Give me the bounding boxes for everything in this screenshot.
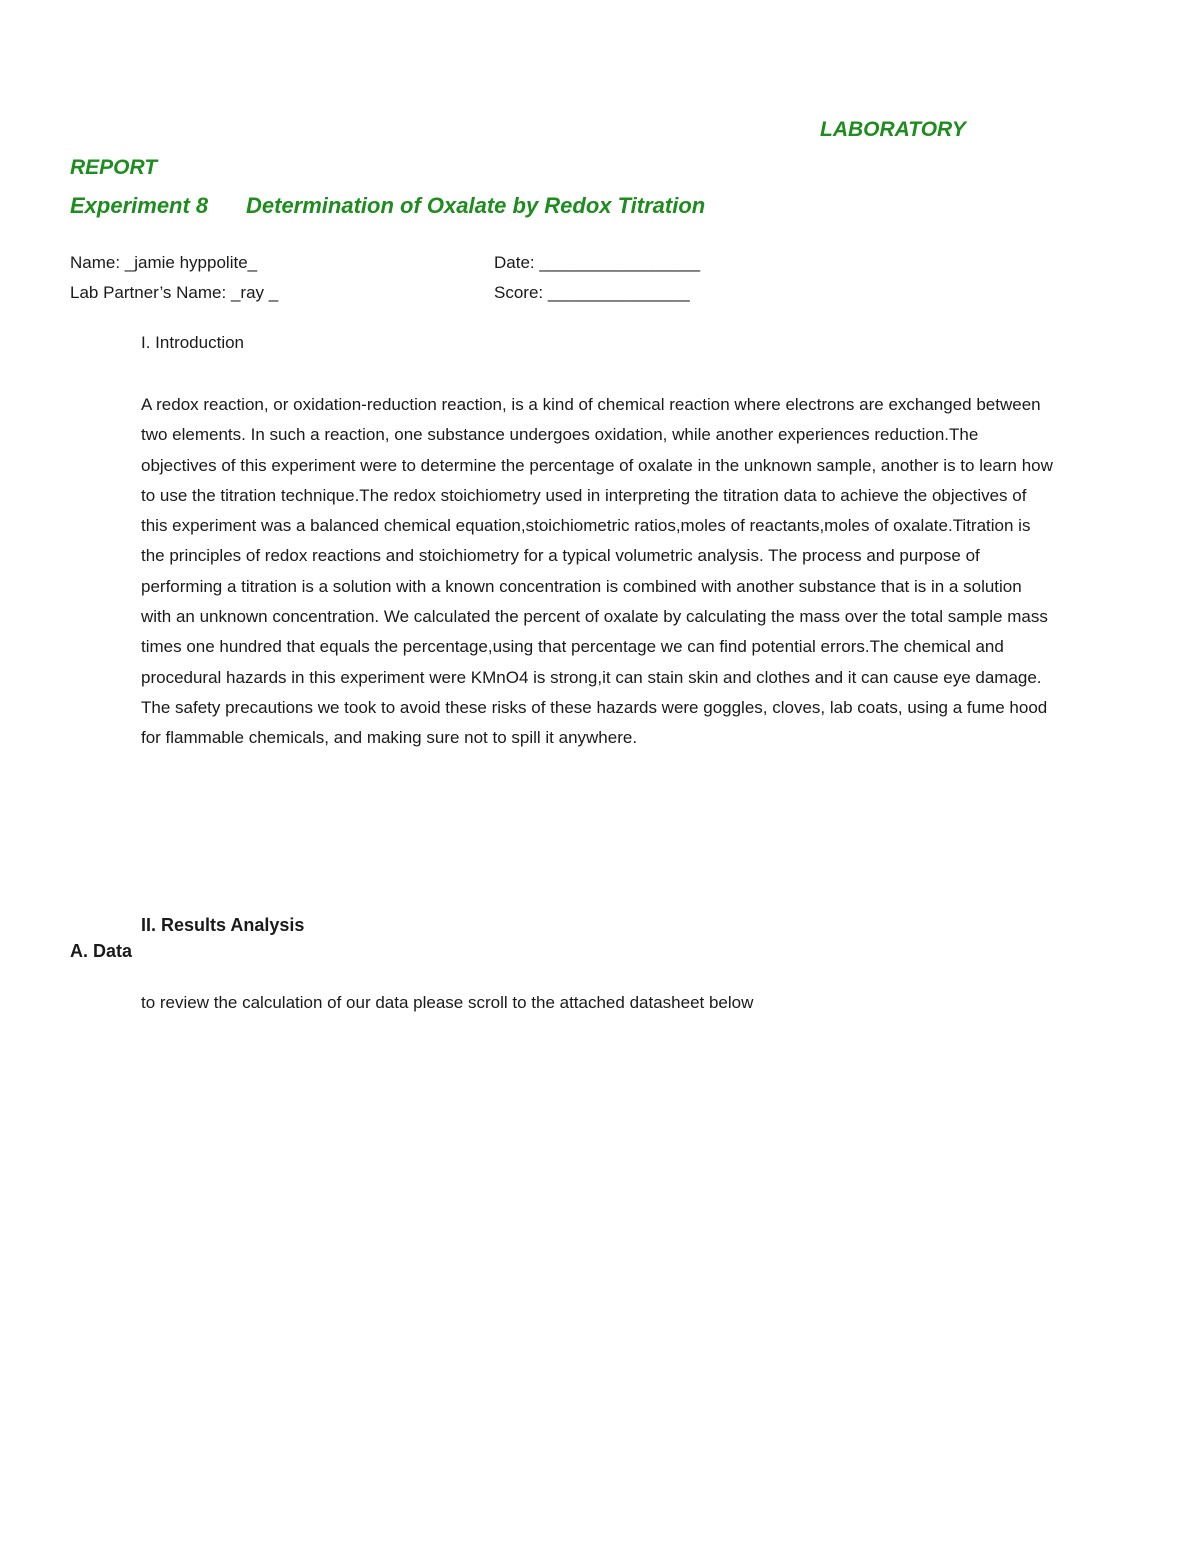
student-name-field: Name: _jamie hyppolite_ xyxy=(70,253,258,272)
experiment-title-line xyxy=(70,193,705,219)
data-note: to review the calculation of our data please scroll to the attached datasheet below xyxy=(141,993,754,1012)
experiment-title: Determination of Oxalate by Redox Titration xyxy=(246,193,706,218)
date-field: Date: _________________ xyxy=(494,253,701,272)
lab-partner-field: Lab Partner’s Name: _ray _ xyxy=(70,283,279,302)
score-field: Score: _______________ xyxy=(494,283,690,302)
report-title-laboratory: LABORATORY xyxy=(820,118,966,141)
data-subheading: A. Data xyxy=(70,941,133,961)
results-analysis-heading: II. Results Analysis xyxy=(141,915,305,935)
report-title-report: REPORT xyxy=(70,156,158,179)
experiment-number: Experiment 8 xyxy=(70,193,209,218)
introduction-paragraph: A redox reaction, or oxidation-reduction reaction, is a kind of chemical reaction where electrons are exchanged between two elements. In such a reaction, one substance undergoes oxidation, while another experiences reduction.The objectives of this experiment were to determine the percentage of oxalate in the unknown sample, another is to learn how to use the titration technique.The redox stoichiometry used in interpreting the titration data to achieve the objectives of this experiment was a balanced chemical equation,stoichiometric ratios,moles of reactants,moles of oxalate.Titration is the principles of redox reactions and stoichiometry for a typical volumetric analysis. The process and purpose of performing a titration is a solution with a known concentration is combined with another substance that is in a solution with an unknown concentration. We calculated the percent of oxalate by calculating the mass over the total sample mass times one hundred that equals the percentage,using that percentage we can find potential errors.The chemical and procedural hazards in this experiment were KMnO4 is strong,it can stain skin and clothes and it can cause eye damage. The safety precautions we took to avoid these risks of these hazards were goggles, cloves, lab coats, using a fume hood for flammable chemicals, and making sure not to spill it anywhere. xyxy=(141,395,1053,748)
introduction-heading: I. Introduction xyxy=(141,333,245,352)
